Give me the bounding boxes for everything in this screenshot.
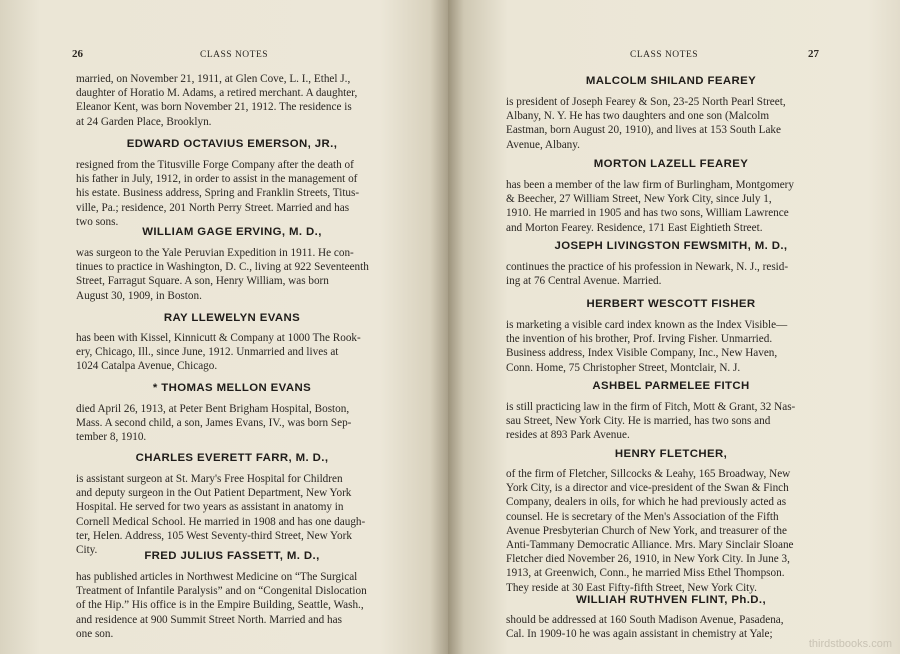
left-page xyxy=(0,0,448,654)
entry-text: died April 26, 1913, at Peter Bent Brigham Hospital, Boston, Mass. A second child, a son, James Evans, IV., was born Sep- tember 8, 1910. xyxy=(76,403,352,444)
entry-name: CHARLES EVERETT FARR, M. D., xyxy=(135,452,329,464)
entry-name: WILLIAM GAGE ERVING, M. D., xyxy=(142,226,322,238)
entry-name: EDWARD OCTAVIUS EMERSON, JR., xyxy=(126,138,338,150)
entry-text: has been with Kissel, Kinnicutt & Company at 1000 The Rook- ery, Chicago, Ill., since June, 1912. Unmarried and lives at 1024 Catalpa Avenue, Chicago. xyxy=(76,332,361,373)
entry-text: should be addressed at 160 South Madison Avenue, Pasadena, Cal. In 1909-10 he was again assistant in chemistry at Yale; xyxy=(506,614,784,641)
entry-name: FRED JULIUS FASSETT, M. D., xyxy=(144,550,320,562)
entry-text: was surgeon to the Yale Peruvian Expedition in 1911. He con- tinues to practice in Washington, D. C., living at 922 Seventeenth Street, Farragut Square. A son, Henry William, was born August 30, 1909, in Boston. xyxy=(76,247,369,302)
entry-name: HENRY FLETCHER, xyxy=(614,448,728,460)
entry-name: ASHBEL PARMELEE FITCH xyxy=(592,380,750,392)
page-number: 26 xyxy=(72,48,83,60)
entry-text: has been a member of the law firm of Burlingham, Montgomery & Beecher, 27 William Street, New York City, since July 1, 1910. He married in 1905 and has two sons, William Lawrence and Morton Fearey. Residence, 171 East Eightieth Street. xyxy=(506,179,795,234)
entry-name: WILLIAH RUTHVEN FLINT, Ph.D., xyxy=(575,594,767,606)
entry-name: MORTON LAZELL FEAREY xyxy=(593,158,749,170)
entry-name: * THOMAS MELLON EVANS xyxy=(152,382,312,394)
entry-text: married, on November 21, 1911, at Glen Cove, L. I., Ethel J., daughter of Horatio M. Adams, a retired merchant. A daughter, Eleanor Kent, was born November 21, 1912. The residence is at 24 Garden Place, Brooklyn. xyxy=(76,73,358,128)
entry-text: has published articles in Northwest Medicine on “The Surgical Treatment of Infantile Paralysis” and on “Congenital Dislocation of the Hip.” His office is in the Empire Building, Seattle, Wash., and residence at 900 Summit Street North. Married and has one son. xyxy=(76,571,367,640)
running-header: CLASS NOTES xyxy=(630,50,699,60)
running-header: CLASS NOTES xyxy=(200,50,269,60)
entry-text: is assistant surgeon at St. Mary's Free Hospital for Children and deputy surgeon in the Out Patient Department, New York Hospital. He served for two years as assistant in anatomy in Cornell Medical School. He married in 1908 and has one daugh- ter, Helen. Address, 105 West Seventy-third Street, New York City. xyxy=(76,473,366,557)
entry-name: JOSEPH LIVINGSTON FEWSMITH, M. D., xyxy=(554,240,788,252)
entry-text: is marketing a visible card index known as the Index Visible— the invention of his brother, Prof. Irving Fisher. Unmarried. Business address, Index Visible Company, Inc., New Haven, Conn. Home, 75 Christopher Street, Montclair, N. J. xyxy=(506,319,788,374)
watermark: thirdstbooks.com xyxy=(808,638,892,650)
entry-text: continues the practice of his profession in Newark, N. J., resid- ing at 76 Central Avenue. Married. xyxy=(506,261,789,288)
entry-text: is president of Joseph Fearey & Son, 23-25 North Pearl Street, Albany, N. Y. He has two daughters and one son (Malcolm Eastman, born August 20, 1910), and lives at 153 South Lake Avenue, Albany. xyxy=(506,96,786,151)
entry-text: resigned from the Titusville Forge Company after the death of his father in July, 1912, in order to assist in the management of his estate. Business address, Spring and Franklin Streets, Titus- ville, Pa.; residence, 201 North Perry Street. Married and has two sons. xyxy=(76,159,360,228)
right-page xyxy=(448,0,900,654)
page-number: 27 xyxy=(808,48,819,60)
entry-name: MALCOLM SHILAND FEAREY xyxy=(585,75,757,87)
entry-text: of the firm of Fletcher, Sillcocks & Leahy, 165 Broadway, New York City, is a director and vice-president of the Swan & Finch Company, dealers in oils, for which he had previously acted as counsel. He is secretary of the Men's Association of the Fifth Avenue Presbyterian Church of New York, and treasurer of the Anti-Tammany Democratic Alliance. Mrs. Mary Sinclair Sloane Fletcher died November 26, 1910, in New York City. In June 3, 1913, at Greenwich, Conn., he married Miss Ethel Thompson. They reside at 30 East Fifty-fifth Street, New York City. xyxy=(506,468,794,594)
entry-name: RAY LLEWELYN EVANS xyxy=(163,312,301,324)
entry-text: is still practicing law in the firm of Fitch, Mott & Grant, 32 Nas- sau Street, New York City. He is married, has two sons and resides at 893 Park Avenue. xyxy=(506,401,796,442)
entry-name: HERBERT WESCOTT FISHER xyxy=(586,298,756,310)
